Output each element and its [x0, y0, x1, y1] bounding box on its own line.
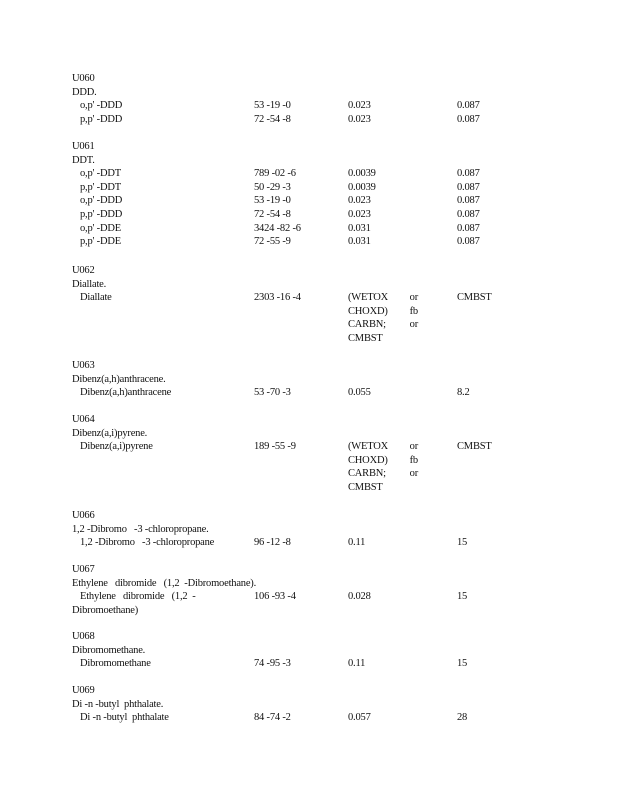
constituent-name: o,p' -DDE	[80, 222, 121, 234]
table-row	[72, 536, 572, 550]
technology-code: (WETOX	[348, 441, 389, 453]
cas-number: 53 -70 -3	[254, 387, 291, 399]
constituent-name: o,p' -DDD	[80, 100, 123, 112]
cas-number: 74 -95 -3	[254, 658, 291, 670]
waste-code: U061	[72, 141, 95, 152]
constituent-name: Dibenz(a,h)anthracene	[80, 387, 172, 399]
table-row	[72, 167, 572, 181]
table-row	[72, 291, 572, 347]
wastewater-standard	[348, 440, 418, 494]
cas-number: 72 -54 -8	[254, 113, 291, 125]
waste-code: U069	[72, 685, 95, 696]
waste-section-U060	[72, 72, 572, 126]
table-row	[72, 194, 572, 208]
table-row	[72, 181, 572, 195]
constituent-name-line: Ethylene dibromide (1,2 -	[80, 591, 196, 603]
table-row	[72, 386, 572, 400]
nonwastewater-standard: 28	[457, 712, 468, 724]
waste-code: U064	[72, 414, 95, 425]
nonwastewater-standard: 0.087	[457, 168, 480, 180]
nonwastewater-standard: 15	[457, 658, 468, 670]
technology-connector: or	[409, 292, 418, 304]
waste-code: U060	[72, 73, 95, 84]
wastewater-standard: 0.031	[348, 222, 371, 234]
wastewater-standard: 0.0039	[348, 168, 376, 180]
table-row	[72, 440, 572, 496]
nonwastewater-standard: 0.087	[457, 113, 480, 125]
nonwastewater-standard: 0.087	[457, 195, 480, 207]
nonwastewater-standard: 0.087	[457, 236, 480, 248]
constituent-name: Dibromomethane	[80, 658, 151, 670]
wastewater-standard: 0.023	[348, 208, 371, 220]
constituent-name: p,p' -DDT	[80, 181, 121, 193]
technology-code: CARBN;	[348, 468, 386, 480]
wastewater-standard: 0.11	[348, 537, 366, 549]
table-row	[72, 99, 572, 113]
technology-connector	[392, 481, 418, 495]
technology-code: CARBN;	[348, 319, 386, 331]
constituent-name: p,p' -DDE	[80, 236, 121, 248]
waste-section-U064	[72, 413, 572, 496]
nonwastewater-standard: 0.087	[457, 222, 480, 234]
wastewater-standard: 0.057	[348, 712, 371, 724]
technology-connector: or	[409, 441, 418, 453]
waste-section-U069	[72, 684, 572, 725]
technology-connector: or	[409, 468, 418, 480]
waste-title: Dibenz(a,i)pyrene.	[72, 427, 148, 439]
table-row	[72, 711, 572, 725]
constituent-name: o,p' -DDT	[80, 168, 121, 180]
cas-number: 3424 -82 -6	[254, 222, 301, 234]
waste-title: Di -n -butyl phthalate.	[72, 698, 164, 710]
nonwastewater-standard: 15	[457, 591, 468, 603]
table-row	[72, 235, 572, 249]
waste-title: Ethylene dibromide (1,2 -Dibromoethane).	[72, 577, 257, 589]
nonwastewater-standard: 0.087	[457, 208, 480, 220]
table-row	[72, 208, 572, 222]
cas-number: 53 -19 -0	[254, 195, 291, 207]
table-row	[72, 590, 572, 618]
cas-number: 50 -29 -3	[254, 181, 291, 193]
nonwastewater-standard: 0.087	[457, 100, 480, 112]
wastewater-standard: 0.028	[348, 591, 371, 603]
nonwastewater-standard: CMBST	[457, 292, 492, 304]
constituent-name: Diallate	[80, 292, 112, 304]
wastewater-standard: 0.031	[348, 236, 371, 248]
waste-section-U067	[72, 563, 572, 618]
waste-code: U063	[72, 360, 95, 371]
cas-number: 96 -12 -8	[254, 537, 291, 549]
table-row	[72, 222, 572, 236]
waste-section-U062	[72, 264, 572, 347]
waste-code: U067	[72, 564, 95, 575]
waste-title: DDT.	[72, 154, 95, 166]
technology-code: (WETOX	[348, 292, 389, 304]
cas-number: 72 -54 -8	[254, 208, 291, 220]
waste-title: Diallate.	[72, 278, 107, 290]
waste-section-U068	[72, 630, 572, 671]
waste-title: DDD.	[72, 86, 97, 98]
wastewater-standard	[348, 291, 418, 345]
cas-number: 53 -19 -0	[254, 100, 291, 112]
constituent-name-line: Dibromoethane)	[72, 604, 139, 616]
constituent-name	[72, 590, 250, 617]
technology-code: CHOXD)	[348, 454, 388, 466]
cas-number: 84 -74 -2	[254, 712, 291, 724]
constituent-name: p,p' -DDD	[80, 208, 123, 220]
cas-number: 189 -55 -9	[254, 441, 296, 453]
wastewater-standard: 0.11	[348, 658, 366, 670]
technology-code: CMBST	[348, 481, 383, 493]
constituent-name: 1,2 -Dibromo -3 -chloropropane	[80, 537, 215, 549]
waste-code: U066	[72, 510, 95, 521]
technology-code: CHOXD)	[348, 305, 388, 317]
waste-title: Dibromomethane.	[72, 644, 146, 656]
technology-connector	[392, 332, 418, 346]
waste-section-U066	[72, 509, 572, 550]
waste-title: 1,2 -Dibromo -3 -chloropropane.	[72, 523, 209, 535]
wastewater-standard: 0.0039	[348, 181, 376, 193]
waste-section-U063	[72, 359, 572, 400]
cas-number: 106 -93 -4	[254, 591, 296, 603]
table-row	[72, 113, 572, 127]
technology-connector: fb	[409, 454, 418, 466]
technology-connector: fb	[409, 305, 418, 317]
table-row	[72, 657, 572, 671]
cas-number: 2303 -16 -4	[254, 292, 301, 304]
waste-code: U068	[72, 631, 95, 642]
constituent-name: o,p' -DDD	[80, 195, 123, 207]
constituent-name: Dibenz(a,i)pyrene	[80, 441, 153, 453]
wastewater-standard: 0.023	[348, 113, 371, 125]
technology-code: CMBST	[348, 332, 383, 344]
constituent-name: p,p' -DDD	[80, 113, 123, 125]
nonwastewater-standard: 8.2	[457, 387, 470, 399]
wastewater-standard: 0.023	[348, 100, 371, 112]
cas-number: 789 -02 -6	[254, 168, 296, 180]
constituent-name: Di -n -butyl phthalate	[80, 712, 169, 724]
nonwastewater-standard: 15	[457, 537, 468, 549]
wastewater-standard: 0.055	[348, 387, 371, 399]
nonwastewater-standard: CMBST	[457, 441, 492, 453]
wastewater-standard: 0.023	[348, 195, 371, 207]
waste-code: U062	[72, 265, 95, 276]
cas-number: 72 -55 -9	[254, 236, 291, 248]
waste-title: Dibenz(a,h)anthracene.	[72, 373, 166, 385]
nonwastewater-standard: 0.087	[457, 181, 480, 193]
technology-connector: or	[409, 319, 418, 331]
waste-section-U061	[72, 140, 572, 249]
